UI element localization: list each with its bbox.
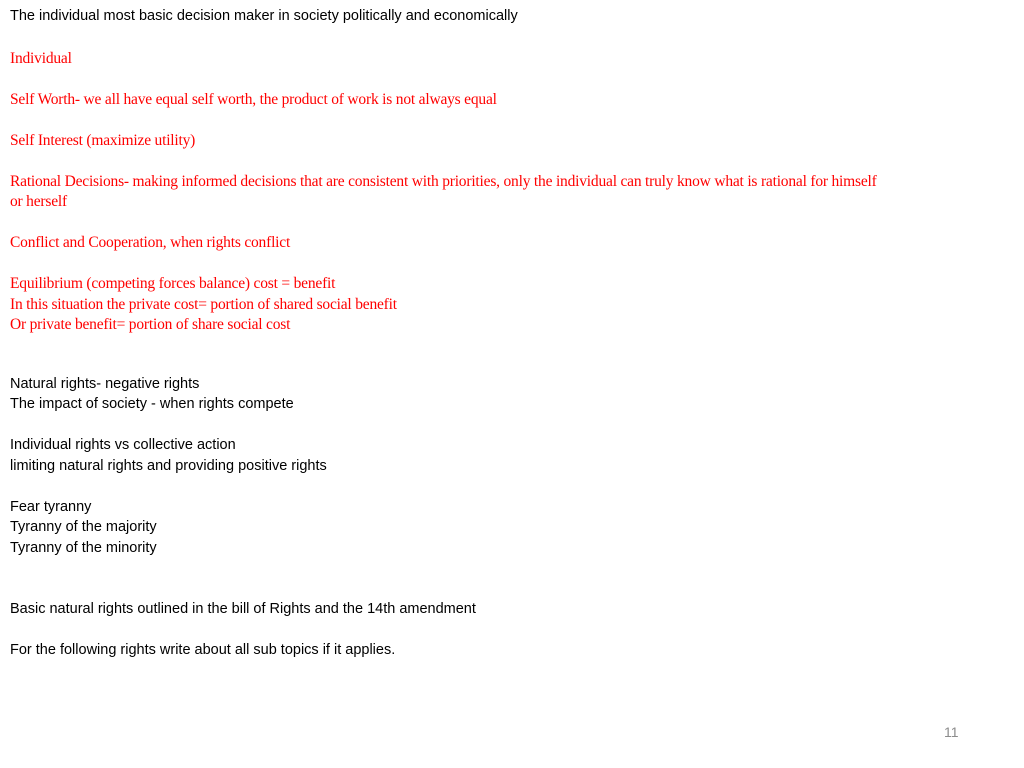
conflict-cooperation-text: Conflict and Cooperation, when rights conflict bbox=[10, 234, 291, 251]
individual-heading: Individual bbox=[10, 50, 72, 67]
rational-decisions-continued: or herself bbox=[10, 193, 67, 210]
intro-text: The individual most basic decision maker in society politically and economically bbox=[10, 8, 518, 24]
basic-rights-text: Basic natural rights outlined in the bill of Rights and the 14th amendment bbox=[10, 601, 476, 617]
rational-decisions-text: Rational Decisions- making informed decisions that are consistent with priorities, only the individual can truly know what is rational for himself bbox=[10, 173, 877, 190]
limiting-rights-text: limiting natural rights and providing positive rights bbox=[10, 458, 327, 474]
page-number: 11 bbox=[944, 724, 959, 740]
self-interest-text: Self Interest (maximize utility) bbox=[10, 132, 196, 149]
tyranny-majority-text: Tyranny of the majority bbox=[10, 519, 157, 535]
private-cost-text: In this situation the private cost= portion of shared social benefit bbox=[10, 296, 397, 313]
individual-vs-collective-text: Individual rights vs collective action bbox=[10, 437, 236, 453]
natural-rights-text: Natural rights- negative rights bbox=[10, 376, 200, 392]
fear-tyranny-text: Fear tyranny bbox=[10, 499, 92, 515]
equilibrium-text: Equilibrium (competing forces balance) cost = benefit bbox=[10, 275, 336, 292]
private-benefit-text: Or private benefit= portion of share social cost bbox=[10, 316, 291, 333]
impact-of-society-text: The impact of society - when rights compete bbox=[10, 396, 294, 412]
instructions-text: For the following rights write about all sub topics if it applies. bbox=[10, 642, 396, 658]
tyranny-minority-text: Tyranny of the minority bbox=[10, 540, 157, 556]
self-worth-text: Self Worth- we all have equal self worth, the product of work is not always equal bbox=[10, 91, 497, 108]
